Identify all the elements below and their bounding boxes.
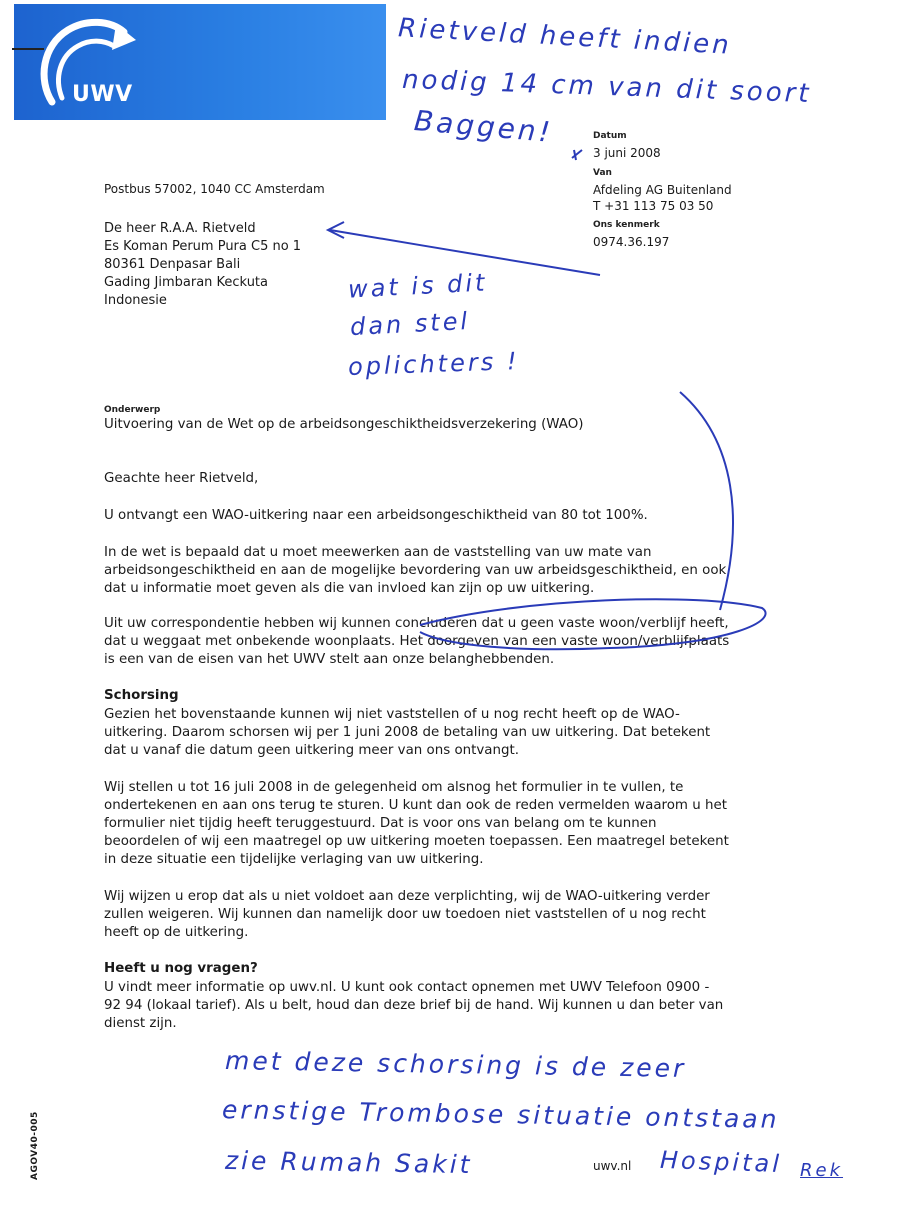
handwritten-tick: [574, 150, 576, 160]
paragraph-line: In de wet is bepaald dat u moet meewerken aan de vaststelling van uw mate van: [104, 545, 652, 560]
paragraph-line: is een van de eisen van het UWV stelt aan onze belanghebbenden.: [104, 652, 555, 667]
handwritten-curve: [680, 392, 733, 610]
paragraph-line: in deze situatie een tijdelijke verlaging van uw uitkering.: [104, 852, 484, 867]
paragraph-line: ondertekenen en aan ons terug te sturen. U kunt dan ook de reden vermelden waarom u het: [104, 798, 727, 813]
handwritten-note-bottom-3a: zie Rumah Sakit: [224, 1145, 473, 1180]
paragraph-line: dat u weggaat met onbekende woonplaats. Het doorgeven van een vaste woon/verblijfplaats: [104, 634, 730, 649]
subject-text: Uitvoering van de Wet op de arbeidsongeschiktheidsverzekering (WAO): [104, 417, 584, 432]
handwritten-note-bottom-3c: Rek: [800, 1160, 844, 1181]
heading-vragen: Heeft u nog vragen?: [104, 961, 258, 976]
paragraph-line: dienst zijn.: [104, 1016, 177, 1031]
salutation: Geachte heer Rietveld,: [104, 471, 259, 486]
datum-label: Datum: [593, 131, 627, 141]
paragraph-line: Wij stellen u tot 16 juli 2008 in de gelegenheid om alsnog het formulier in te vullen, te: [104, 780, 684, 795]
paragraph-line: 92 94 (lokaal tarief). Als u belt, houd dan deze brief bij de hand. Wij kunnen u dan beter van: [104, 998, 724, 1013]
handwritten-note-bottom-3b: Hospital: [659, 1145, 783, 1179]
logo-text: UWV: [72, 82, 133, 107]
kenmerk-value: 0974.36.197: [593, 235, 670, 249]
paragraph-line: U vindt meer informatie op uwv.nl. U kunt ook contact opnemen met UWV Telefoon 0900 -: [104, 980, 710, 995]
datum-value: 3 juni 2008: [593, 146, 661, 160]
van-phone: T +31 113 75 03 50: [593, 199, 714, 213]
handwritten-note-top-2: nodig 14 cm van dit soort: [401, 64, 813, 110]
paragraph-line: zullen weigeren. Wij kunnen dan namelijk door uw toedoen niet vaststellen of u nog recht: [104, 907, 706, 922]
handwritten-note-bottom-2: ernstige Trombose situatie ontstaan: [221, 1095, 780, 1134]
handwritten-note-top-3: Baggen!: [412, 104, 555, 149]
paragraph-line: beoordelen of wij een maatregel op uw uitkering moeten toepassen. Een maatregel betekent: [104, 834, 729, 849]
recipient-line: Gading Jimbaran Keckuta: [104, 275, 268, 290]
kenmerk-label: Ons kenmerk: [593, 220, 660, 230]
handwritten-note-bottom-1: met deze schorsing is de zeer: [224, 1045, 687, 1084]
handwritten-note-mid-3: oplichters !: [347, 347, 520, 381]
paragraph-line: heeft op de uitkering.: [104, 925, 249, 940]
paragraph-line: arbeidsongeschiktheid en aan de mogelijke bevordering van uw arbeidsgeschiktheid, en ook: [104, 563, 727, 578]
paragraph-line: dat u informatie moet geven als die van invloed kan zijn op uw uitkering.: [104, 581, 595, 596]
paragraph-line: Gezien het bovenstaande kunnen wij niet vaststellen of u nog recht heeft op de WAO-: [104, 707, 680, 722]
paragraph-line: Uit uw correspondentie hebben wij kunnen concluderen dat u geen vaste woon/verblijf heeft,: [104, 616, 729, 631]
recipient-line: 80361 Denpasar Bali: [104, 257, 241, 272]
handwritten-circle: [420, 599, 766, 649]
handwritten-arrow: [330, 230, 600, 275]
recipient-line: De heer R.A.A. Rietveld: [104, 221, 256, 236]
paragraph-1: U ontvangt een WAO-uitkering naar een arbeidsongeschiktheid van 80 tot 100%.: [104, 508, 648, 523]
paragraph-line: dat u vanaf die datum geen uitkering meer van ons ontvangt.: [104, 743, 519, 758]
postbus-address: Postbus 57002, 1040 CC Amsterdam: [104, 182, 325, 196]
paragraph-line: uitkering. Daarom schorsen wij per 1 juni 2008 de betaling van uw uitkering. Dat betekent: [104, 725, 711, 740]
paragraph-line: formulier niet tijdig heeft teruggestuurd. Dat is voor ons van belang om te kunnen: [104, 816, 657, 831]
handwritten-note-mid-1: wat is dit: [347, 268, 489, 304]
recipient-line: Indonesie: [104, 293, 167, 308]
van-label: Van: [593, 168, 612, 178]
paragraph-line: Wij wijzen u erop dat als u niet voldoet aan deze verplichting, wij de WAO-uitkering verder: [104, 889, 710, 904]
heading-schorsing: Schorsing: [104, 688, 179, 703]
van-value: Afdeling AG Buitenland: [593, 183, 732, 197]
subject-label: Onderwerp: [104, 405, 161, 415]
recipient-line: Es Koman Perum Pura C5 no 1: [104, 239, 302, 254]
footer-site: uwv.nl: [593, 1159, 632, 1173]
handwritten-note-mid-2: dan stel: [349, 306, 471, 342]
footer-code: AGOV40-005: [30, 1111, 40, 1180]
handwritten-note-top-1: Rietveld heeft indien: [397, 13, 733, 61]
